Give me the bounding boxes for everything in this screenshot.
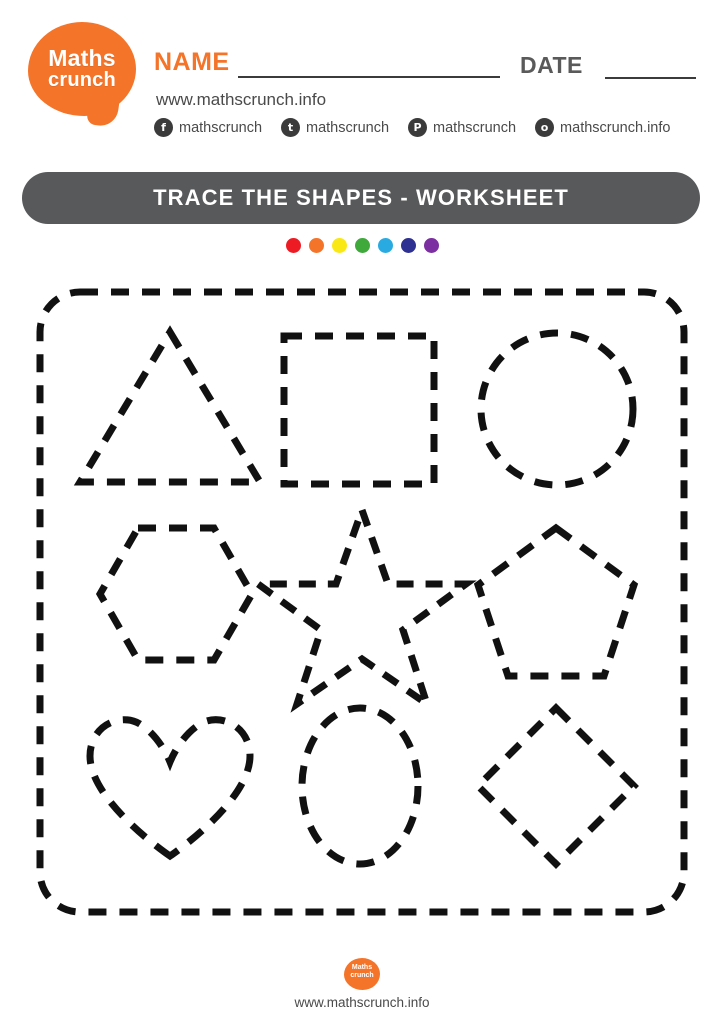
footer-logo-text — [344, 964, 380, 979]
color-dots-row — [0, 238, 724, 253]
logo-speech-tail — [86, 94, 120, 128]
social-links — [154, 118, 680, 137]
instagram-icon: o — [535, 118, 554, 137]
footer-logo-line-1: Maths — [351, 964, 373, 971]
color-dot-red — [286, 238, 301, 253]
shape-circle[interactable] — [481, 333, 633, 485]
shape-triangle[interactable] — [80, 332, 260, 482]
color-dot-orange — [309, 238, 324, 253]
worksheet-title-bar — [22, 172, 700, 224]
pinterest-icon: P — [408, 118, 427, 137]
social-handle-twitter: mathscrunch — [306, 119, 390, 136]
logo-line-1: Maths — [48, 45, 116, 71]
name-write-line[interactable] — [238, 76, 500, 78]
color-dot-purple — [424, 238, 439, 253]
date-write-line[interactable] — [605, 77, 696, 79]
page-header — [28, 22, 696, 142]
page-footer — [0, 958, 724, 1010]
footer-url: www.mathscrunch.info — [294, 995, 430, 1010]
shape-hexagon[interactable] — [100, 528, 252, 660]
shape-star[interactable] — [258, 510, 466, 704]
social-handle-instagram: mathscrunch.info — [560, 119, 671, 136]
color-dot-lightblue — [378, 238, 393, 253]
social-item-facebook[interactable] — [154, 118, 262, 137]
shape-oval[interactable] — [302, 708, 418, 864]
footer-logo — [344, 958, 380, 990]
facebook-icon: f — [154, 118, 173, 137]
logo-line-2: crunch — [48, 69, 116, 92]
color-dot-blue — [401, 238, 416, 253]
shape-heart[interactable] — [90, 720, 250, 856]
worksheet-area — [32, 284, 692, 920]
shape-square[interactable] — [284, 336, 434, 484]
social-item-pinterest[interactable] — [408, 118, 516, 137]
social-handle-facebook: mathscrunch — [179, 119, 263, 136]
social-handle-pinterest: mathscrunch — [433, 119, 517, 136]
logo-text — [28, 46, 136, 91]
shape-pentagon[interactable] — [478, 528, 634, 676]
social-item-twitter[interactable] — [281, 118, 389, 137]
color-dot-yellow — [332, 238, 347, 253]
footer-logo-line-2: crunch — [350, 971, 374, 979]
name-label: NAME — [154, 48, 230, 76]
color-dot-green — [355, 238, 370, 253]
shape-diamond[interactable] — [478, 708, 634, 864]
brand-logo — [28, 22, 136, 130]
date-label: DATE — [520, 52, 583, 78]
twitter-icon: t — [281, 118, 300, 137]
page-title: TRACE THE SHAPES - WORKSHEET — [153, 185, 569, 210]
website-url: www.mathscrunch.info — [156, 90, 327, 109]
social-item-instagram[interactable] — [535, 118, 670, 137]
